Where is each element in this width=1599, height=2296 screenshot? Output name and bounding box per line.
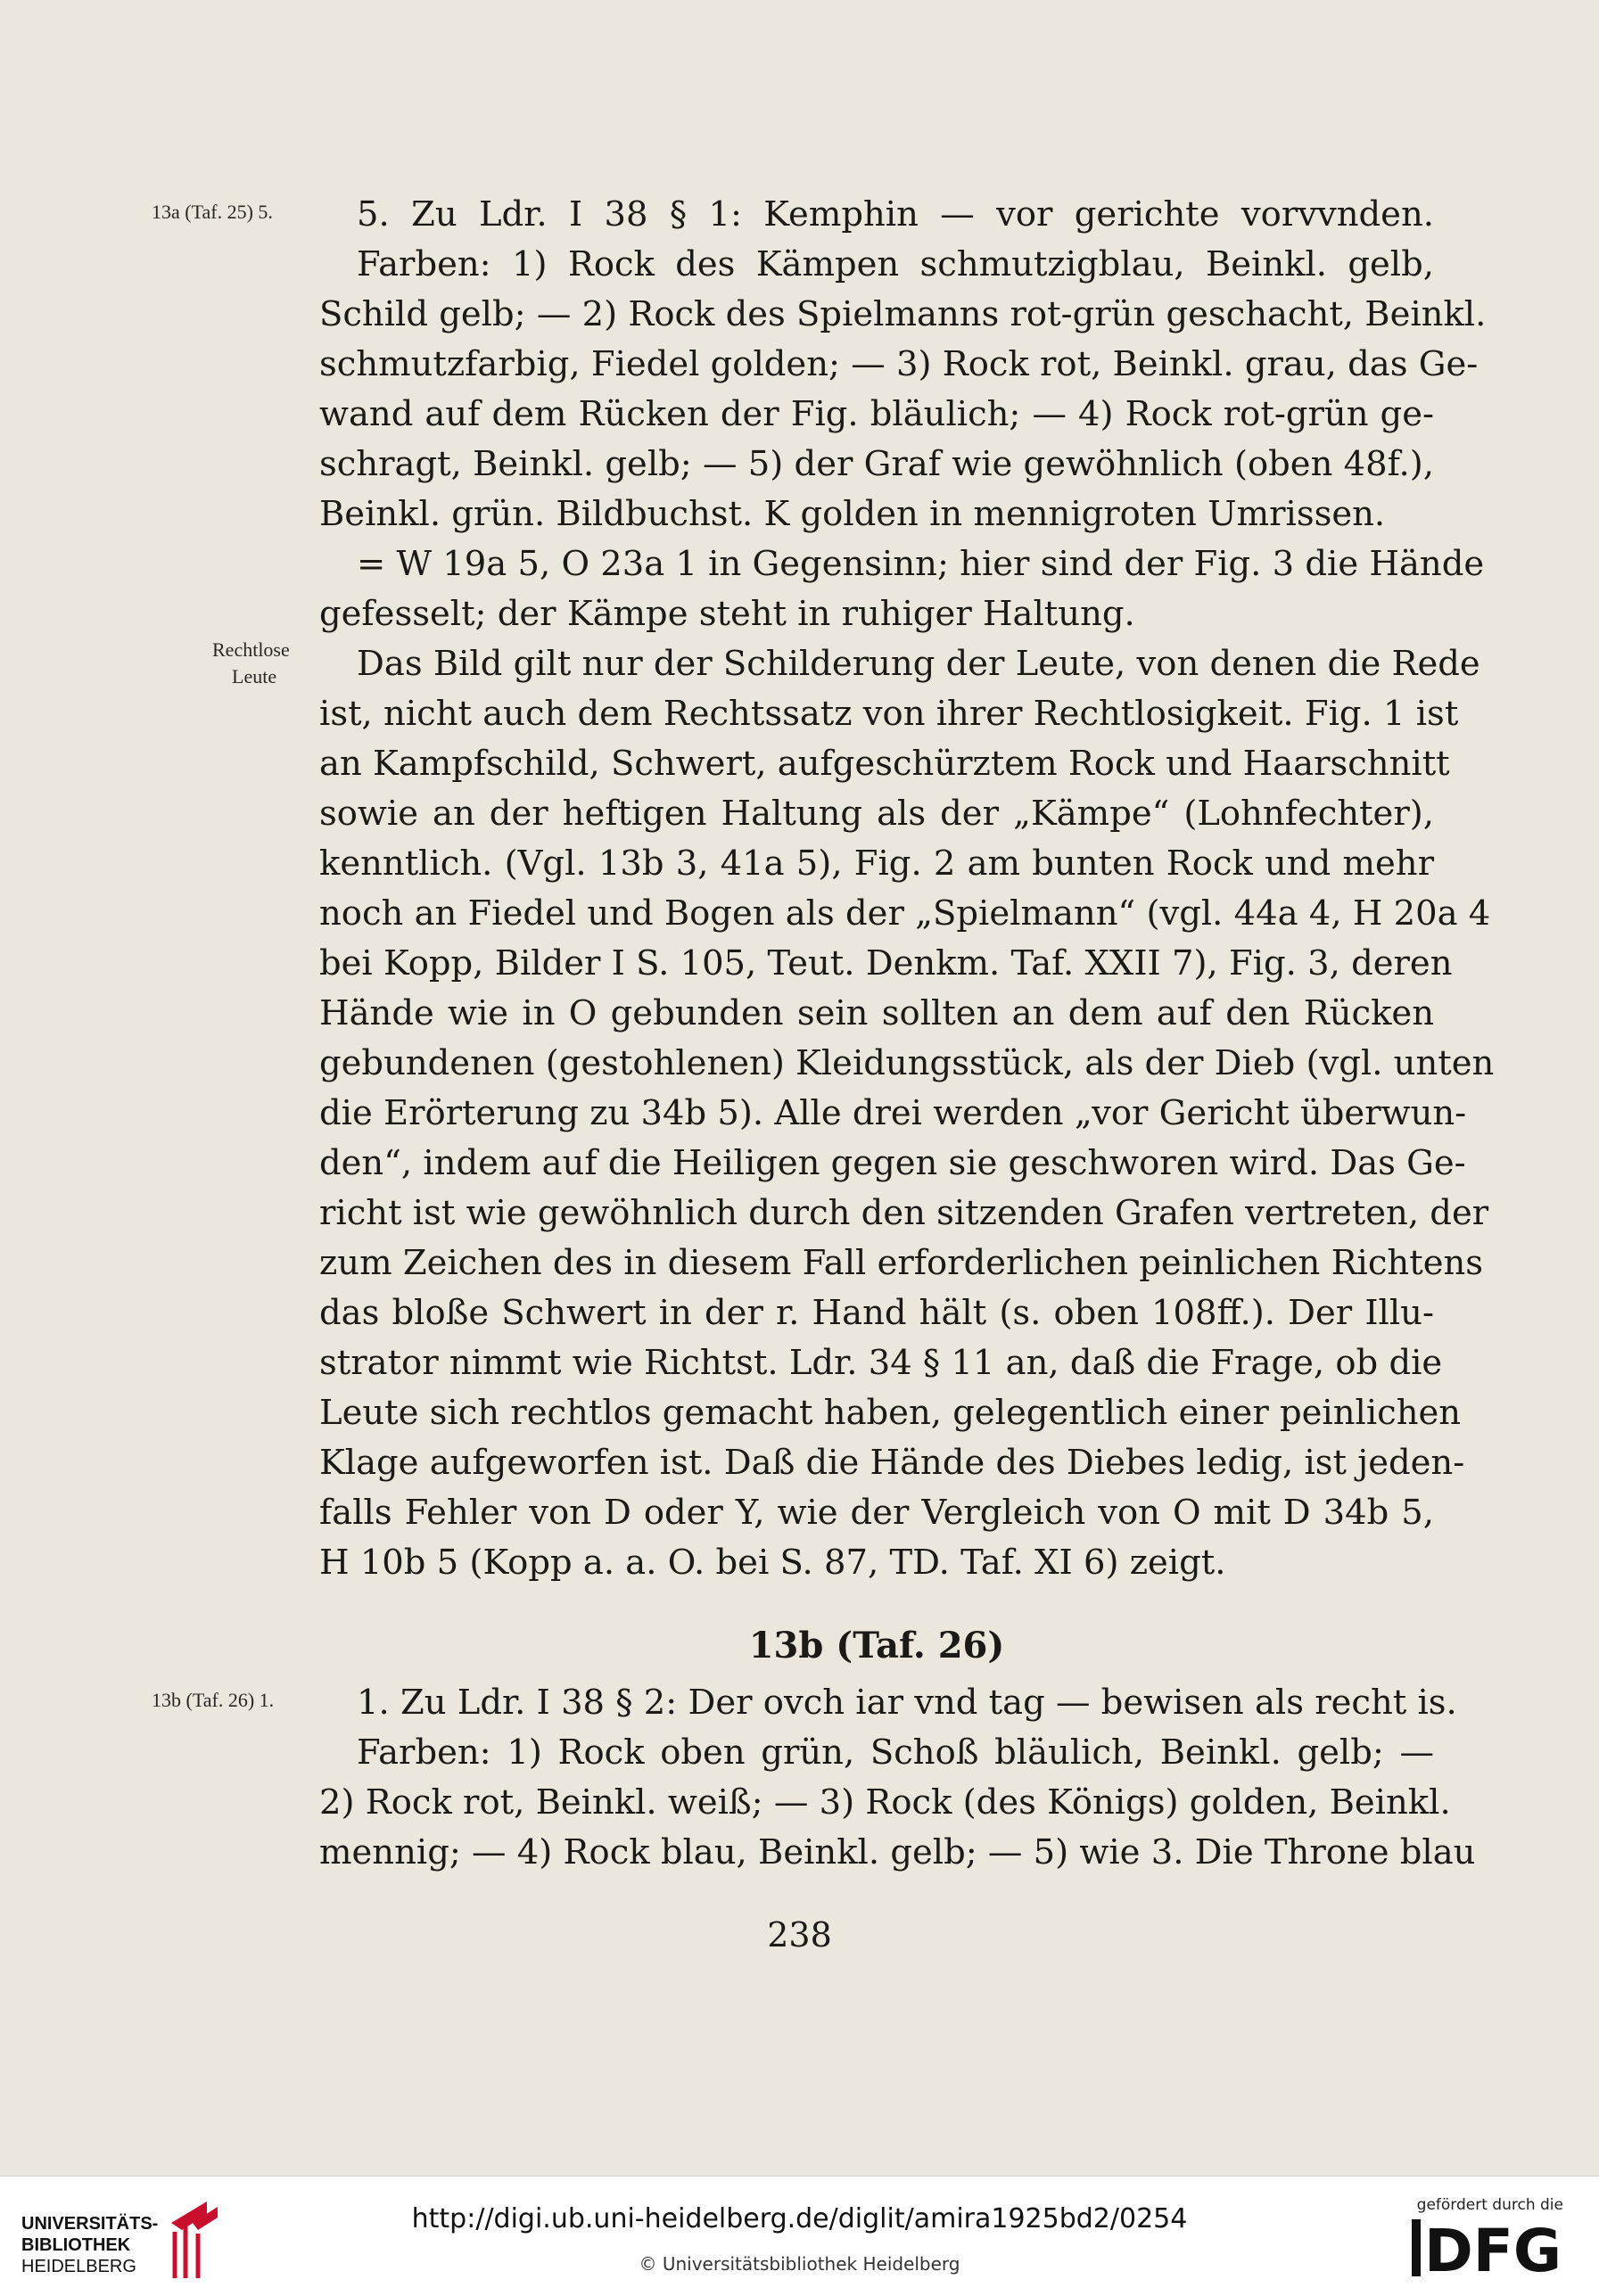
text-line: = W 19a 5, O 23a 1 in Gegensinn; hier sind der Fig. 3 die Hände bbox=[357, 544, 1485, 584]
text-line: das bloße Schwert in der r. Hand hält (s. oben 108ff.). Der Illu- bbox=[319, 1293, 1434, 1333]
text-line: Leute sich rechtlos gemacht haben, gelegentlich einer peinlichen bbox=[319, 1393, 1462, 1433]
margin-note-13b: 13b (Taf. 26) 1. bbox=[152, 1689, 275, 1711]
text-line: Farben: 1) Rock des Kämpen schmutzigblau, Beinkl. gelb, bbox=[357, 244, 1434, 284]
text-line: ist, nicht auch dem Rechtssatz von ihrer Rechtlosigkeit. Fig. 1 ist bbox=[319, 694, 1459, 734]
text-line: richt ist wie gewöhnlich durch den sitzenden Grafen vertreten, der bbox=[319, 1193, 1489, 1233]
library-name-line2: BIBLIOTHEK bbox=[21, 2235, 131, 2255]
copyright-notice: © Universitätsbibliothek Heidelberg bbox=[639, 2253, 960, 2275]
text-line: Beinkl. grün. Bildbuchst. K golden in mennigroten Umrissen. bbox=[319, 494, 1386, 534]
text-line: kenntlich. (Vgl. 13b 3, 41a 5), Fig. 2 am bunten Rock und mehr bbox=[319, 844, 1434, 884]
text-line: 1. Zu Ldr. I 38 § 2: Der ovch iar vnd tag — bewisen als recht is. bbox=[357, 1683, 1457, 1723]
text-line: Das Bild gilt nur der Schilderung der Leute, von denen die Rede bbox=[357, 644, 1480, 684]
text-line: H 10b 5 (Kopp a. a. O. bei S. 87, TD. Taf. XI 6) zeigt. bbox=[319, 1543, 1226, 1583]
library-name-line3: HEIDELBERG bbox=[21, 2257, 136, 2276]
text-line: die Erörterung zu 34b 5). Alle drei werden „vor Gericht überwun- bbox=[319, 1093, 1467, 1133]
footer-bar bbox=[0, 2176, 1599, 2296]
text-line: mennig; — 4) Rock blau, Beinkl. gelb; — 5) wie 3. Die Throne blau bbox=[319, 1832, 1476, 1872]
text-line: schragt, Beinkl. gelb; — 5) der Graf wie gewöhnlich (oben 48f.), bbox=[319, 444, 1434, 484]
text-line: zum Zeichen des in diesem Fall erforderlichen peinlichen Richtens bbox=[319, 1243, 1484, 1283]
section-heading: 13b (Taf. 26) bbox=[748, 1625, 1005, 1666]
text-line: wand auf dem Rücken der Fig. bläulich; — 4) Rock rot-grün ge- bbox=[319, 394, 1434, 434]
text-line: sowie an der heftigen Haltung als der „Kämpe“ (Lohnfechter), bbox=[319, 794, 1434, 834]
text-line: 5. Zu Ldr. I 38 § 1: Kemphin — vor gerichte vorvvnden. bbox=[357, 194, 1434, 235]
text-line: schmutzfarbig, Fiedel golden; — 3) Rock rot, Beinkl. grau, das Ge- bbox=[319, 344, 1479, 384]
library-name-line1: UNIVERSITÄTS- bbox=[21, 2214, 159, 2234]
text-line: Farben: 1) Rock oben grün, Schoß bläulich, Beinkl. gelb; — bbox=[357, 1732, 1434, 1773]
text-line: gefesselt; der Kämpe steht in ruhiger Haltung. bbox=[319, 594, 1135, 634]
text-line: Hände wie in O gebunden sein sollten an dem auf den Rücken bbox=[319, 993, 1434, 1033]
text-line: gebundenen (gestohlenen) Kleidungsstück, als der Dieb (vgl. unten bbox=[319, 1043, 1495, 1083]
margin-note-leute: Leute bbox=[232, 665, 277, 687]
text-line: noch an Fiedel und Bogen als der „Spielmann“ (vgl. 44a 4, H 20a 4 bbox=[319, 893, 1491, 934]
text-line: an Kampfschild, Schwert, aufgeschürztem Rock und Haarschnitt bbox=[319, 744, 1450, 784]
permalink-url[interactable]: http://digi.ub.uni-heidelberg.de/diglit/amira1925bd2/0254 bbox=[411, 2203, 1188, 2234]
text-line: strator nimmt wie Richtst. Ldr. 34 § 11 an, daß die Frage, ob die bbox=[319, 1343, 1443, 1383]
margin-note-rechtlose: Rechtlose bbox=[212, 638, 290, 661]
text-line: bei Kopp, Bilder I S. 105, Teut. Denkm. Taf. XXII 7), Fig. 3, deren bbox=[319, 943, 1453, 983]
text-line: den“, indem auf die Heiligen gegen sie geschworen wird. Das Ge- bbox=[319, 1143, 1466, 1183]
text-line: falls Fehler von D oder Y, wie der Vergleich von O mit D 34b 5, bbox=[319, 1493, 1434, 1533]
funding-note: gefördert durch die bbox=[1416, 2196, 1563, 2214]
dfg-logo[interactable] bbox=[1412, 2219, 1563, 2280]
svg-text:DFG: DFG bbox=[1424, 2219, 1562, 2276]
dfg-logo-icon bbox=[1412, 2219, 1563, 2276]
text-line: 2) Rock rot, Beinkl. weiß; — 3) Rock (des Königs) golden, Beinkl. bbox=[319, 1782, 1451, 1823]
text-line: Klage aufgeworfen ist. Daß die Hände des Diebes ledig, ist jeden- bbox=[319, 1443, 1465, 1483]
margin-note-13a: 13a (Taf. 25) 5. bbox=[152, 201, 273, 223]
text-line: Schild gelb; — 2) Rock des Spielmanns rot-grün geschacht, Beinkl. bbox=[319, 294, 1487, 334]
page-number: 238 bbox=[767, 1915, 832, 1954]
